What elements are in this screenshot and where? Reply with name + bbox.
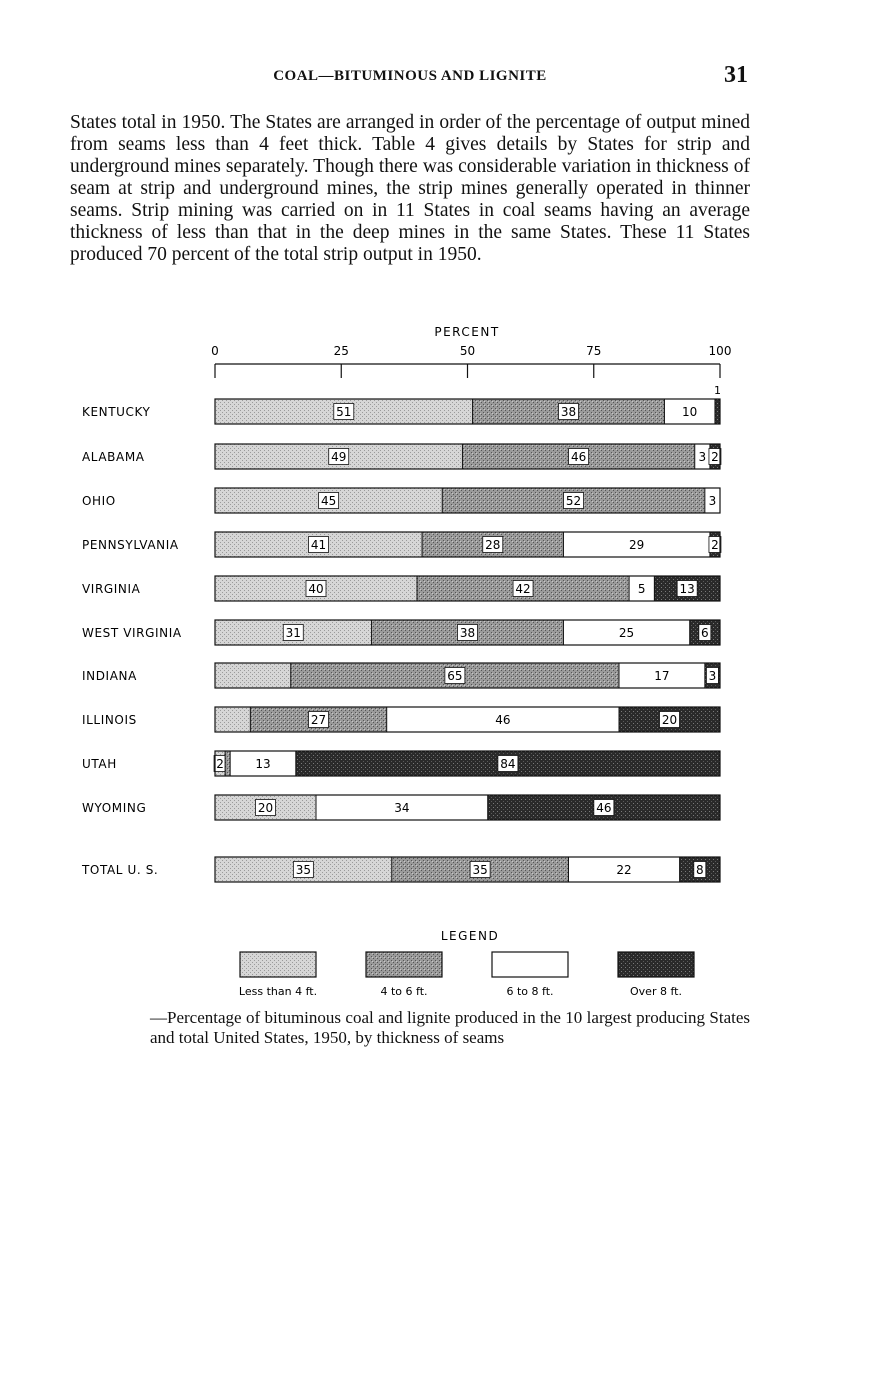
data-label-indiana-2: 17 — [654, 669, 670, 683]
bar-row-utah — [82, 751, 720, 776]
bar-row-pennsylvania — [82, 532, 721, 557]
data-label-west-virginia-0: 31 — [285, 626, 301, 640]
data-label-ohio-0: 45 — [320, 494, 337, 508]
category-label-kentucky: KENTUCKY — [82, 405, 151, 419]
bar-segment-illinois-0 — [215, 707, 250, 732]
tick-label-50: 50 — [459, 344, 476, 358]
data-label-west-virginia-1: 38 — [459, 626, 476, 640]
data-label-alabama-2: 3 — [698, 450, 707, 464]
legend-title: LEGEND — [440, 929, 500, 943]
category-label-alabama: ALABAMA — [82, 450, 145, 464]
data-label-total-u-s-0: 35 — [295, 863, 312, 877]
legend-swatch-6-to-8-ft — [492, 952, 568, 977]
data-label-wyoming-2: 34 — [394, 801, 410, 815]
above-bar-label-0: 1 — [713, 384, 721, 397]
category-label-total-u-s: TOTAL U. S. — [82, 863, 159, 877]
data-label-illinois-1: 27 — [310, 713, 327, 727]
data-label-pennsylvania-1: 28 — [485, 538, 501, 552]
data-label-virginia-1: 42 — [515, 582, 531, 596]
bar-segment-indiana-0 — [215, 663, 291, 688]
legend-swatch-over-8-ft — [618, 952, 694, 977]
data-label-wyoming-0: 20 — [257, 801, 274, 815]
data-label-virginia-2: 5 — [637, 582, 646, 596]
data-label-utah-0: 2 — [216, 757, 224, 771]
data-label-illinois-3: 20 — [661, 713, 678, 727]
bar-row-illinois — [82, 707, 720, 732]
data-label-illinois-2: 46 — [495, 713, 511, 727]
data-label-alabama-3: 2 — [711, 450, 719, 464]
category-label-west-virginia: WEST VIRGINIA — [82, 626, 182, 640]
data-label-kentucky-2: 10 — [682, 405, 698, 419]
percent-axis — [211, 344, 731, 378]
data-label-pennsylvania-2: 29 — [629, 538, 645, 552]
category-label-wyoming: WYOMING — [82, 801, 147, 815]
bar-row-alabama — [82, 444, 721, 469]
category-label-virginia: VIRGINIA — [82, 582, 141, 596]
data-label-west-virginia-3: 6 — [701, 626, 709, 640]
bar-rows — [81, 384, 721, 882]
data-label-pennsylvania-0: 41 — [310, 538, 327, 552]
bar-row-west-virginia — [82, 620, 720, 645]
data-label-alabama-1: 46 — [570, 450, 587, 464]
legend-label-6-to-8-ft: 6 to 8 ft. — [506, 985, 554, 998]
category-label-utah: UTAH — [82, 757, 117, 771]
data-label-total-u-s-2: 22 — [616, 863, 632, 877]
page-number: 31 — [724, 62, 748, 88]
data-label-alabama-0: 49 — [331, 450, 347, 464]
seam-thickness-chart — [0, 318, 870, 1008]
legend-label-less-than-4-ft: Less than 4 ft. — [238, 985, 318, 998]
tick-label-100: 100 — [708, 344, 732, 358]
legend-swatch-less-than-4-ft — [240, 952, 316, 977]
bar-row-wyoming — [82, 795, 720, 820]
data-label-wyoming-3: 46 — [596, 801, 612, 815]
running-head: COAL—BITUMINOUS AND LIGNITE — [273, 68, 547, 84]
legend-swatch-4-to-6-ft — [366, 952, 442, 977]
tick-label-25: 25 — [333, 344, 349, 358]
data-label-indiana-3: 3 — [708, 669, 717, 683]
data-label-total-u-s-3: 8 — [695, 863, 704, 877]
bar-segment-kentucky-3 — [715, 399, 720, 424]
category-label-indiana: INDIANA — [82, 669, 137, 683]
category-label-ohio: OHIO — [82, 494, 116, 508]
data-label-ohio-1: 52 — [565, 494, 582, 508]
data-label-ohio-2: 3 — [708, 494, 717, 508]
bar-segment-utah-1 — [225, 751, 230, 776]
data-label-indiana-1: 65 — [447, 669, 463, 683]
body-paragraph: States total in 1950. The States are arranged in order of the percentage of output mined from seams less than 4 feet thick. Table 4 gives details by States for strip and underground mines separately. Though there was considerable variation in thickness of seam at strip and underground mines, the strip mines generally operated in thinner seams. Strip mining was carried on in 11 States in coal seams having an average thickness of less than that in the deep mines in the same States. These 11 States produced 70 percent of the total strip output in 1950. — [70, 112, 750, 265]
figure-caption: —Percentage of bituminous coal and lignite produced in the 10 largest producing States and total United States, 1950, by thickness of seams — [150, 1008, 750, 1047]
bar-row-kentucky — [82, 399, 720, 424]
bar-row-virginia — [82, 576, 720, 601]
bar-row-total-u-s — [81, 857, 720, 882]
data-label-west-virginia-2: 25 — [618, 626, 635, 640]
axis-title: PERCENT — [434, 325, 500, 339]
tick-label-75: 75 — [586, 344, 602, 358]
data-label-utah-3: 84 — [500, 757, 516, 771]
category-label-pennsylvania: PENNSYLVANIA — [82, 538, 179, 552]
data-label-utah-2: 13 — [255, 757, 271, 771]
data-label-virginia-0: 40 — [308, 582, 324, 596]
legend-label-over-8-ft: Over 8 ft. — [630, 985, 682, 998]
data-label-kentucky-0: 51 — [336, 405, 352, 419]
data-label-total-u-s-1: 35 — [472, 863, 488, 877]
legend-label-4-to-6-ft: 4 to 6 ft. — [380, 985, 428, 998]
bar-row-indiana — [82, 663, 720, 688]
data-label-kentucky-1: 38 — [560, 405, 577, 419]
legend — [239, 929, 694, 998]
bar-row-ohio — [82, 488, 720, 513]
page-header — [70, 62, 750, 90]
data-label-pennsylvania-3: 2 — [711, 538, 719, 552]
category-label-illinois: ILLINOIS — [82, 713, 137, 727]
tick-label-0: 0 — [211, 344, 219, 358]
data-label-virginia-3: 13 — [679, 582, 695, 596]
